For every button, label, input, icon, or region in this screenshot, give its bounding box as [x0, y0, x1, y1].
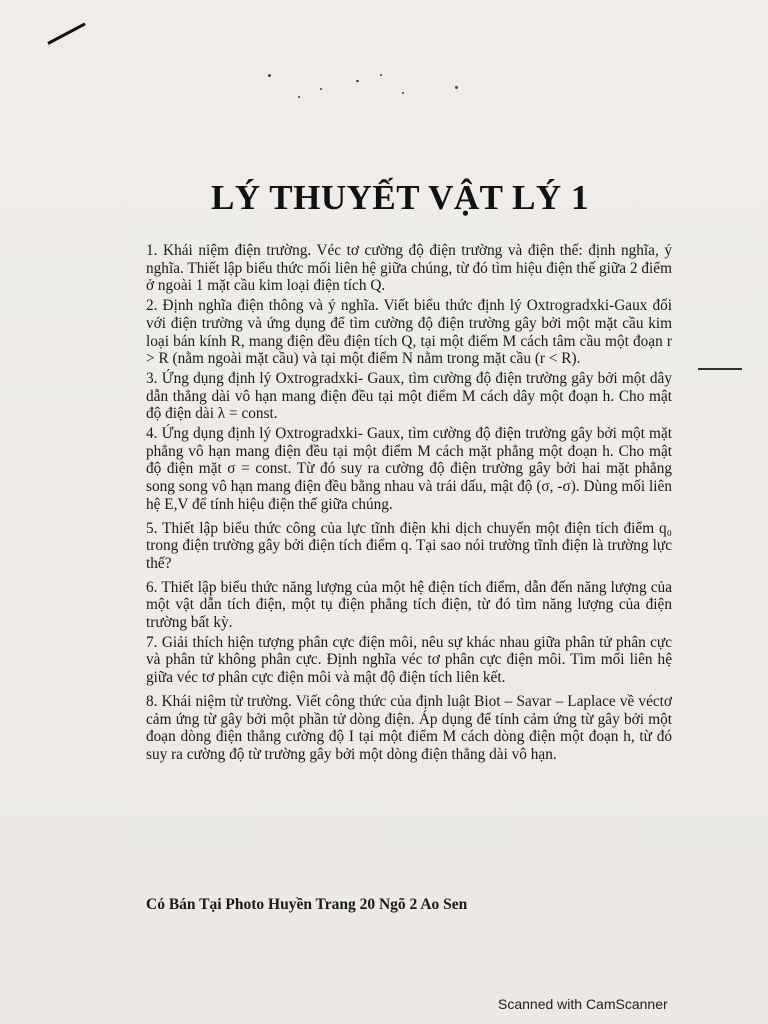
margin-dash	[698, 368, 742, 370]
question-1: 1. Khái niệm điện trường. Véc tơ cường độ điện trường và điện thế: định nghĩa, ý nghĩa. Thiết lập biểu thức mối liên hệ giữa chúng, từ đó tìm hiệu điện thế giữa 2 điểm ở ngoài 1 mặt cầu kim loại điện tích Q.	[146, 242, 672, 295]
question-3: 3. Ứng dụng định lý Oxtrogradxki- Gaux, tìm cường độ điện trường gây bởi một dây dẫn thẳng dài vô hạn mang điện đều tại một điểm M cách dây một đoạn h. Cho mật độ điện dài λ = const.	[146, 369, 672, 423]
question-8: 8. Khái niệm từ trường. Viết công thức của định luật Biot – Savar – Laplace về véctơ cảm ứng từ gây bởi một phần tử dòng điện. Áp dụng để tính cảm ứng từ gây bởi một đoạn dòng điện thẳng cường độ I tại một điểm M cách dòng điện một đoạn h, từ đó suy ra cường độ từ trường gây bởi một dòng điện thẳng dài vô hạn.	[146, 692, 672, 763]
speck	[298, 96, 300, 98]
speck	[268, 74, 271, 77]
pen-mark	[47, 22, 85, 44]
speck	[320, 88, 322, 90]
speck	[402, 92, 404, 94]
question-list	[146, 242, 672, 766]
speck	[356, 80, 359, 82]
scanner-watermark: Scanned with CamScanner	[498, 996, 668, 1012]
question-6: 6. Thiết lập biểu thức năng lượng của một hệ điện tích điểm, dẫn đến năng lượng của một vật dẫn tích điện, một tụ điện phẳng tích điện, từ đó tìm năng lượng của điện trường bất kỳ.	[146, 578, 672, 632]
question-7: 7. Giải thích hiện tượng phân cực điện môi, nêu sự khác nhau giữa phân tử phân cực và phân tử không phân cực. Định nghĩa véc tơ phân cực điện môi. Tìm mối liên hệ giữa véc tơ phân cực điện môi và mật độ điện tích liên kết.	[146, 633, 672, 687]
question-4: 4. Ứng dụng định lý Oxtrogradxki- Gaux, tìm cường độ điện trường gây bởi một mặt phẳng vô hạn mang điện đều tại một điểm M cách mặt phẳng một đoạn h. Cho mật độ điện mặt σ = const. Từ đó suy ra cường độ điện trường gây bởi hai mặt phẳng song song vô hạn mang điện đều bằng nhau và trái dấu, mật độ (σ, -σ). Dùng mối liên hệ E,V để tính hiệu điện thế giữa chúng.	[146, 425, 672, 513]
footer-note: Có Bán Tại Photo Huyền Trang 20 Ngõ 2 Ao Sen	[146, 896, 468, 913]
question-2: 2. Định nghĩa điện thông và ý nghĩa. Viết biểu thức định lý Oxtrogradxki-Gaux đối với điện trường và ứng dụng để tìm cường độ điện trường gây bởi một mặt cầu kim loại bán kính R, mang điện đều điện tích Q, tại một điểm M cách tâm cầu một đoạn r > R (nằm ngoài mặt cầu) và tại một điểm N nằm trong mặt cầu (r < R).	[146, 297, 672, 368]
document-title: LÝ THUYẾT VẬT LÝ 1	[211, 178, 589, 217]
speck	[455, 86, 458, 89]
question-5: 5. Thiết lập biểu thức công của lực tĩnh điện khi dịch chuyển một điện tích điểm q₀ trong điện trường gây bởi điện tích điểm q. Tại sao nói trường tĩnh điện là trường lực thế?	[146, 519, 672, 572]
speck	[380, 74, 382, 76]
